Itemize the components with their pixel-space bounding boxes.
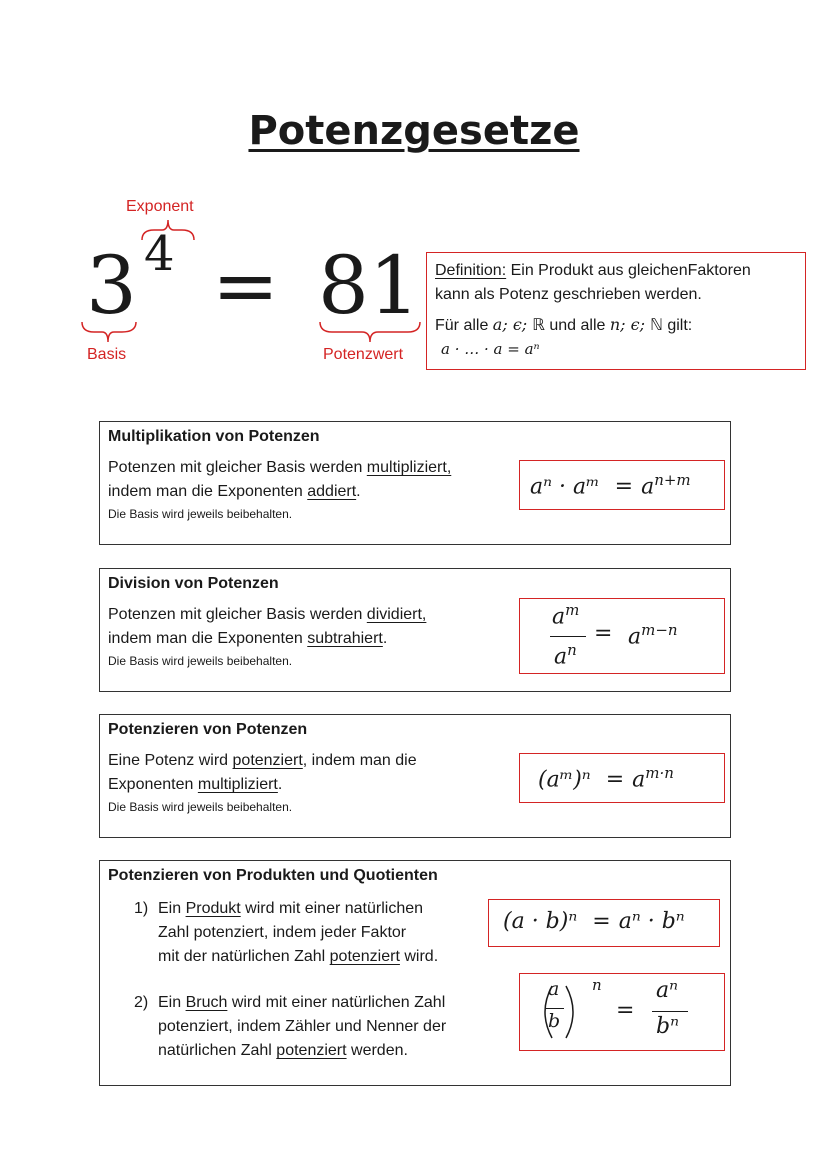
- definition-condition: Für alle a; ϵ; ℝ und alle n; ϵ; ℕ gilt:: [435, 315, 693, 334]
- definition-text-2: kann als Potenz geschrieben werden.: [435, 286, 702, 303]
- list-item-product: 1) Ein Produkt wird mit einer natürlichen Zahl potenziert, indem jeder Faktor mit der natürlichen Zahl potenziert wird.: [134, 900, 439, 965]
- hero-base: 3: [86, 239, 137, 332]
- section-note: Die Basis wird jeweils beibehalten.: [108, 507, 293, 521]
- exponent-label: Exponent: [126, 198, 194, 215]
- quotient-a: a: [548, 978, 560, 1000]
- formula-product: (a · b)ⁿ = aⁿ · bⁿ: [503, 909, 685, 934]
- section-line-1: Eine Potenz wird potenziert, indem man die: [108, 752, 417, 769]
- quotient-rhs-den: bⁿ: [656, 1014, 679, 1039]
- fraction-denominator: $a^n$: [554, 641, 577, 670]
- potenzwert-brace: [318, 320, 422, 344]
- section-multiplication: [99, 421, 731, 545]
- section-line-2: Exponenten multipliziert.: [108, 776, 283, 793]
- section-line-2: indem man die Exponenten subtrahiert.: [108, 630, 388, 647]
- page-title: Potenzgesetze: [248, 108, 580, 154]
- formula: aⁿ · aᵐ = $a^{n+m}$: [530, 471, 691, 500]
- section-products-quotients: [99, 860, 731, 1086]
- section-line-2: indem man die Exponenten addiert.: [108, 483, 361, 500]
- formula-rhs: $a^{m-n}$: [628, 621, 678, 650]
- formula-box: [519, 753, 725, 803]
- formula-box-quotient: [519, 973, 725, 1051]
- section-title: Potenzieren von Potenzen: [108, 721, 308, 738]
- basis-brace: [80, 320, 140, 344]
- hero-equals: =: [212, 239, 280, 332]
- quotient-equals: =: [616, 998, 635, 1023]
- quotient-rhs-bar: [652, 1011, 688, 1012]
- section-line-1: Potenzen mit gleicher Basis werden multipliziert,: [108, 459, 452, 476]
- potenzwert-label: Potenzwert: [323, 346, 404, 363]
- quotient-b: b: [548, 1010, 561, 1032]
- section-division: [99, 568, 731, 692]
- section-title: Multiplikation von Potenzen: [108, 428, 320, 445]
- section-power-of-power: [99, 714, 731, 838]
- hero-result: 81: [318, 239, 420, 332]
- definition-box: [426, 252, 806, 370]
- formula-equals: =: [594, 621, 613, 646]
- basis-label: Basis: [87, 346, 127, 363]
- formula: (aᵐ)ⁿ = $a^{m\cdot n}$: [538, 764, 674, 793]
- definition-formula: a · … · a = aⁿ: [441, 340, 540, 358]
- fraction-numerator: $a^m$: [552, 601, 580, 630]
- quotient-rhs-num: aⁿ: [656, 978, 679, 1003]
- list-item-quotient: 2) Ein Bruch wird mit einer natürlichen Zahl potenziert, indem Zähler und Nenner der natürlichen Zahl potenziert werden.: [134, 994, 447, 1059]
- section-note: Die Basis wird jeweils beibehalten.: [108, 800, 293, 814]
- formula-box: [519, 460, 725, 510]
- paren-right: [556, 982, 586, 1042]
- hero-exponent: 4: [144, 226, 175, 282]
- section-line-1: Potenzen mit gleicher Basis werden dividiert,: [108, 606, 427, 623]
- section-note: Die Basis wird jeweils beibehalten.: [108, 654, 293, 668]
- section-title: Potenzieren von Produkten und Quotienten: [108, 867, 438, 884]
- section-title: Division von Potenzen: [108, 575, 279, 592]
- definition-text-1: Ein Produkt aus gleichenFaktoren: [506, 262, 751, 279]
- quotient-exp: n: [592, 976, 602, 994]
- formula-box-product: [488, 899, 720, 947]
- fraction-bar: [550, 636, 586, 637]
- definition-label: Definition:: [435, 262, 507, 279]
- formula-box: [519, 598, 725, 674]
